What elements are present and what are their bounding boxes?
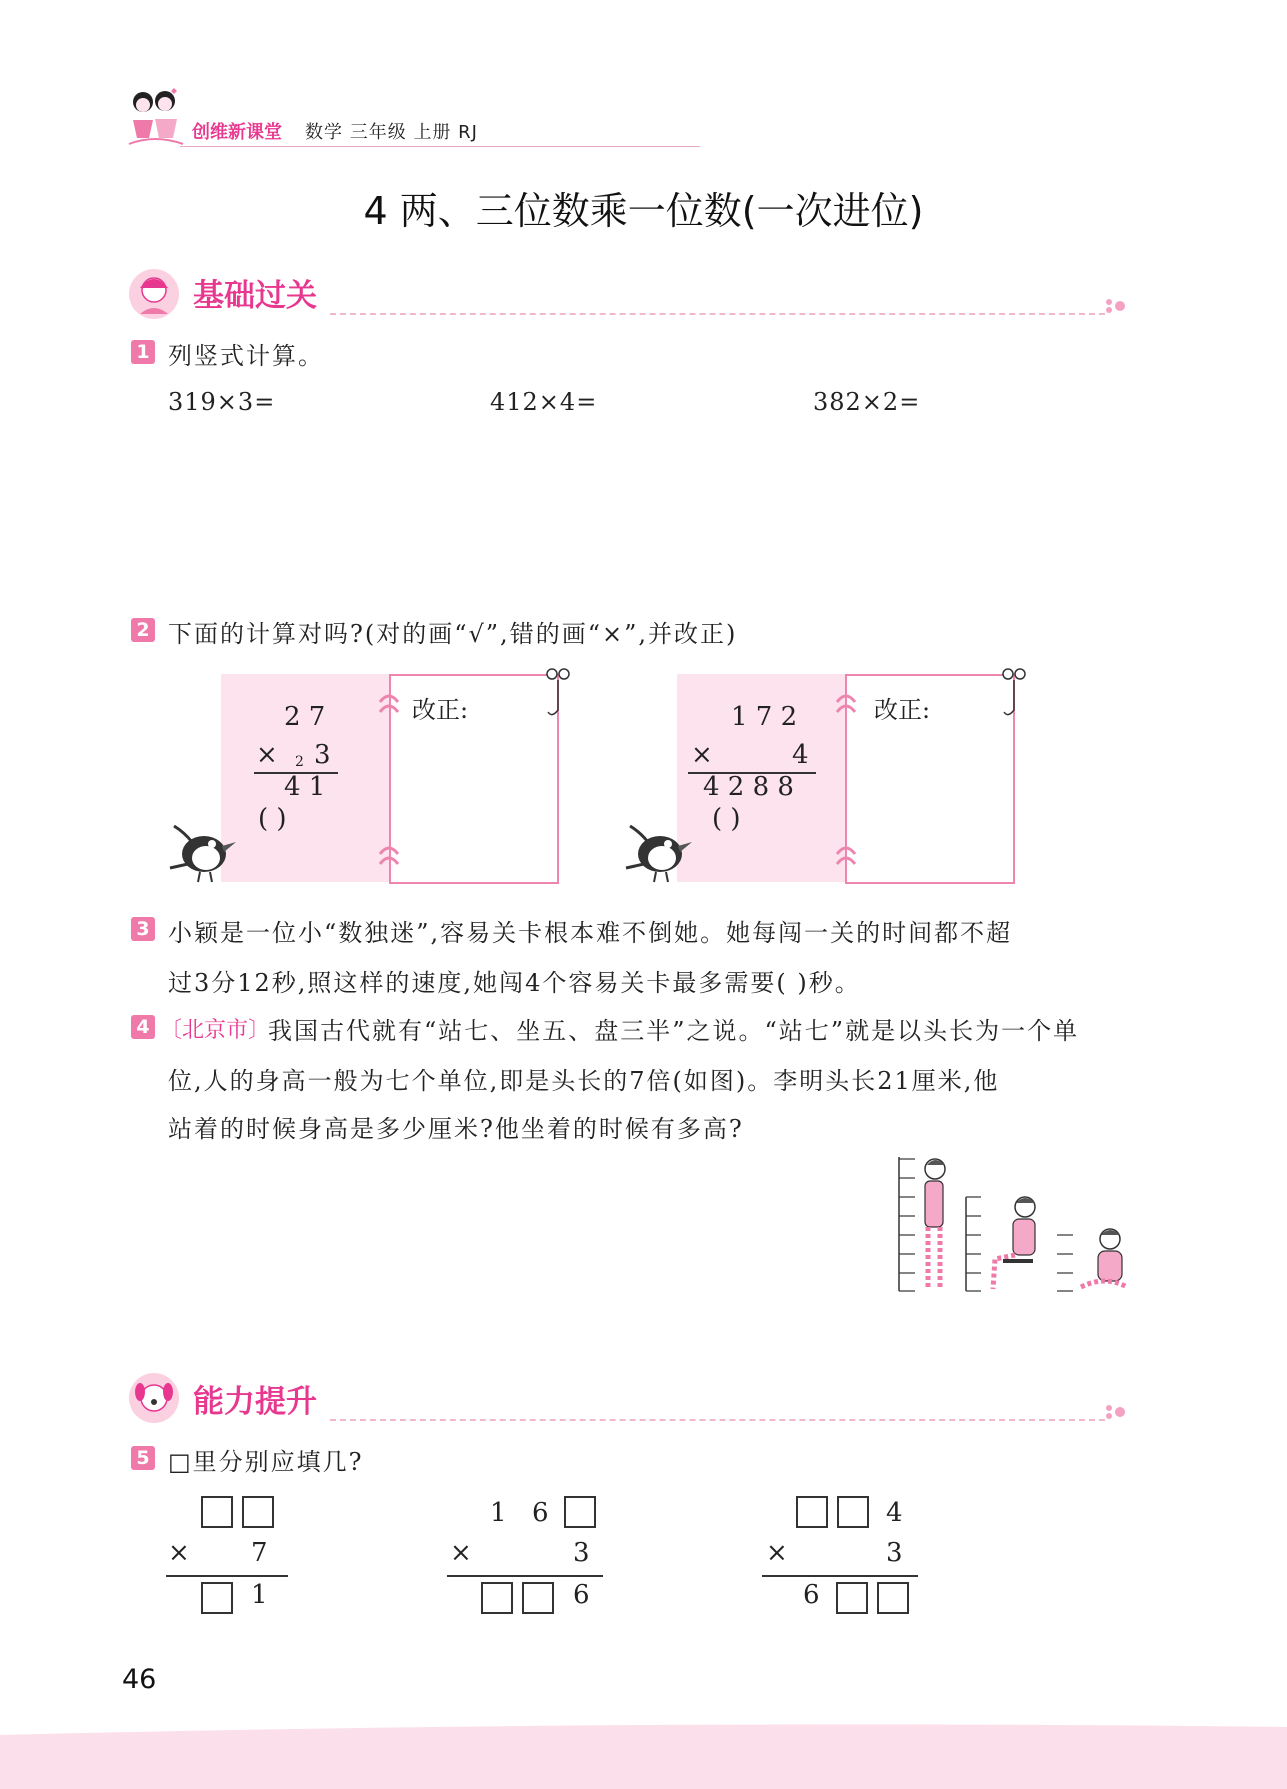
q5-p3-multiplier: 3 (886, 1538, 903, 1568)
book-info: 数学 三年级 上册 RJ (305, 122, 478, 143)
q5-p3-times-sign: × (766, 1538, 788, 1568)
q5-p1-result-box[interactable] (201, 1582, 233, 1614)
q2-right-correction-label: 改正: (874, 696, 931, 724)
question-number-2: 2 (131, 618, 155, 642)
q5-p2-result-digit: 6 (573, 1580, 590, 1610)
q5-p1-top-box-2[interactable] (242, 1496, 274, 1528)
question-number-3: 3 (131, 917, 155, 941)
section-divider (330, 313, 1105, 315)
q1-formula-3: 382×2= (813, 388, 921, 416)
q2-right-times-sign: × (691, 740, 713, 770)
q5-p1-multiplier: 7 (251, 1538, 268, 1568)
q5-p1-line (166, 1575, 288, 1577)
header-divider (180, 146, 700, 147)
q5-p2-top-digit-1: 1 (490, 1498, 507, 1528)
q5-p2-top-box[interactable] (564, 1496, 596, 1528)
q5-p3-result-first-digit: 6 (803, 1580, 820, 1610)
q5-p3-top-box-2[interactable] (837, 1496, 869, 1528)
q4-text-line-1: 我国古代就有“站七、坐五、盘三半”之说。“站七”就是以头长为一个单 (268, 1017, 1080, 1045)
page-number: 46 (122, 1664, 157, 1695)
q5-p1-top-box-1[interactable] (201, 1496, 233, 1528)
kids-logo-icon (125, 88, 185, 150)
brand-name: 创维新课堂 (192, 122, 282, 143)
q5-p2-top-digit-2: 6 (532, 1498, 549, 1528)
q5-p3-result-box-2[interactable] (877, 1582, 909, 1614)
q5-p1-times-sign: × (168, 1538, 190, 1568)
q5-p2-times-sign: × (450, 1538, 472, 1568)
binder-clip-icon (377, 690, 401, 880)
q2-right-top-number: 1 7 2 (731, 702, 798, 732)
q5-p2-multiplier: 3 (573, 1538, 590, 1568)
q5-p3-top-box-1[interactable] (796, 1496, 828, 1528)
q2-right-judge-blank[interactable]: ( ) (712, 804, 741, 834)
q5-p3-line (762, 1575, 918, 1577)
section-divider (330, 1419, 1105, 1421)
q3-text-line-1: 小颖是一位小“数独迷”,容易关卡根本难不倒她。她每闯一关的时间都不超 (168, 919, 1013, 947)
q2-right-result: 4 2 8 8 (703, 772, 794, 802)
q4-text-line-3: 站着的时候身高是多少厘米?他坐着的时候有多高? (168, 1115, 744, 1143)
footer-decoration (0, 1717, 1287, 1789)
q2-left-carry: 2 (295, 754, 304, 770)
q5-text: □里分别应填几? (168, 1448, 364, 1476)
section-title-basic: 基础过关 (193, 278, 317, 314)
dots-icon (1104, 298, 1130, 314)
q2-left-times-sign: × (256, 740, 278, 770)
binder-clip-icon (834, 690, 858, 880)
q1-formula-2: 412×4= (490, 388, 598, 416)
bird-mascot-icon (166, 818, 242, 884)
q5-p2-line (447, 1575, 603, 1577)
body-proportion-illustration (895, 1155, 1130, 1295)
dog-avatar-icon (128, 1372, 180, 1424)
question-number-4: 4 (131, 1015, 155, 1039)
q2-left-top-number: 2 7 (284, 702, 326, 732)
q3-text-line-2: 过3分12秒,照这样的速度,她闯4个容易关卡最多需要( )秒。 (168, 969, 861, 997)
q4-text-line-2: 位,人的身高一般为七个单位,即是头长的7倍(如图)。李明头长21厘米,他 (168, 1067, 1000, 1095)
girl-avatar-icon (128, 268, 180, 320)
q5-p3-top-digit: 4 (886, 1498, 903, 1528)
q4-region-tag: 〔北京市〕 (160, 1018, 271, 1043)
q5-p3-result-box-1[interactable] (836, 1582, 868, 1614)
bird-mascot-icon (622, 818, 698, 884)
q2-text: 下面的计算对吗?(对的画“√”,错的画“×”,并改正) (168, 620, 738, 648)
q2-left-correction-label: 改正: (412, 696, 469, 724)
page-title: 4 两、三位数乘一位数(一次进位) (363, 189, 924, 233)
pushpin-icon (998, 666, 1028, 722)
q5-p2-result-box-2[interactable] (522, 1582, 554, 1614)
q2-right-multiplier: 4 (792, 740, 809, 770)
q1-formula-1: 319×3= (168, 388, 276, 416)
dots-icon (1104, 1404, 1130, 1420)
section-title-advanced: 能力提升 (193, 1384, 317, 1420)
q5-p1-result-digit: 1 (251, 1580, 268, 1610)
question-number-5: 5 (131, 1446, 155, 1470)
q2-left-multiplier: 3 (314, 740, 331, 770)
q1-text: 列竖式计算。 (168, 342, 324, 370)
pushpin-icon (542, 666, 572, 722)
q2-left-judge-blank[interactable]: ( ) (258, 804, 287, 834)
q5-p2-result-box-1[interactable] (481, 1582, 513, 1614)
question-number-1: 1 (131, 340, 155, 364)
q2-left-result: 4 1 (284, 772, 326, 802)
